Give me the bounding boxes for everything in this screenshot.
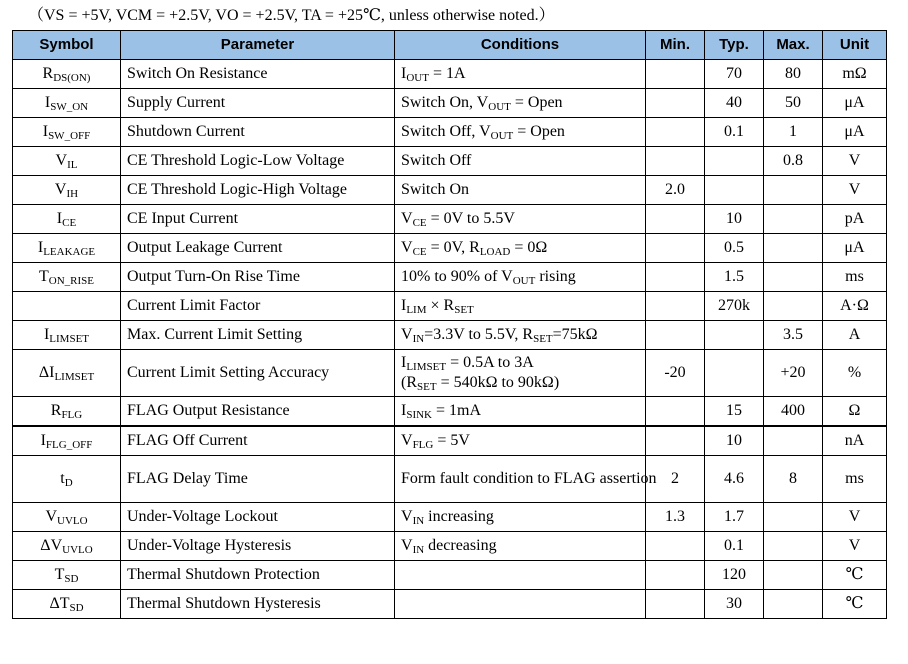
condition-text: Switch On <box>401 181 469 198</box>
condition-subscript: IN <box>412 544 425 556</box>
cell-max <box>764 561 823 590</box>
cell-symbol <box>13 503 121 532</box>
condition-text: I <box>401 402 407 419</box>
cell-conditions <box>395 350 646 397</box>
cell-min: 2 <box>646 456 705 503</box>
condition-text: Switch On, V <box>401 94 489 111</box>
cell-conditions <box>395 397 646 427</box>
table-row <box>13 426 887 456</box>
cell-max: 8 <box>764 456 823 503</box>
condition-text: I <box>401 354 407 371</box>
table-row <box>13 321 887 350</box>
test-conditions-note: （VS = +5V, VCM = +2.5V, VO = +2.5V, TA = +25℃, unless otherwise noted.） <box>28 7 555 24</box>
cell-max <box>764 205 823 234</box>
condition-text: increasing <box>424 508 494 525</box>
condition-subscript: OUT <box>406 72 429 84</box>
cell-min <box>646 263 705 292</box>
cell-max <box>764 234 823 263</box>
cell-unit: ℃ <box>823 561 887 590</box>
cell-symbol <box>13 397 121 427</box>
symbol-subscript: ON_RISE <box>48 275 94 287</box>
cell-min: -20 <box>646 350 705 397</box>
cell-typ <box>705 147 764 176</box>
cell-parameter: Output Turn-On Rise Time <box>121 263 395 292</box>
cell-max <box>764 532 823 561</box>
symbol-base: I <box>40 432 46 449</box>
cell-symbol <box>13 350 121 397</box>
cell-typ: 30 <box>705 590 764 619</box>
symbol-base: I <box>42 123 49 140</box>
cell-min <box>646 292 705 321</box>
cell-typ: 120 <box>705 561 764 590</box>
condition-text: =3.3V to 5.5V, R <box>424 326 534 343</box>
cell-unit: mΩ <box>823 60 887 89</box>
symbol-subscript: LIMSET <box>54 371 95 383</box>
cell-unit: V <box>823 503 887 532</box>
condition-text: V <box>401 508 413 525</box>
cell-symbol <box>13 426 121 456</box>
condition-text: V <box>401 239 413 256</box>
cell-parameter: FLAG Delay Time <box>121 456 395 503</box>
condition-subscript: CE <box>412 246 427 258</box>
cell-conditions <box>395 147 646 176</box>
symbol-base: t <box>60 470 65 487</box>
condition-subscript: LIMSET <box>406 361 447 373</box>
cell-unit: % <box>823 350 887 397</box>
cell-conditions <box>395 321 646 350</box>
cell-symbol <box>13 118 121 147</box>
cell-conditions <box>395 205 646 234</box>
condition-text: V <box>401 326 413 343</box>
table-row <box>13 118 887 147</box>
symbol-subscript: UVLO <box>57 515 88 527</box>
cell-conditions <box>395 89 646 118</box>
cell-min <box>646 89 705 118</box>
cell-conditions <box>395 532 646 561</box>
condition-text: V <box>401 537 413 554</box>
condition-text: =75kΩ <box>552 326 598 343</box>
header-max: Max. <box>764 31 823 60</box>
header-symbol: Symbol <box>13 31 121 60</box>
condition-subscript: LOAD <box>479 246 511 258</box>
cell-unit: A·Ω <box>823 292 887 321</box>
condition-subscript: OUT <box>490 130 514 142</box>
cell-conditions <box>395 426 646 456</box>
cell-symbol <box>13 456 121 503</box>
table-row <box>13 456 887 503</box>
symbol-base: I <box>43 326 50 343</box>
cell-typ: 0.1 <box>705 532 764 561</box>
table-row <box>13 532 887 561</box>
cell-unit: μA <box>823 89 887 118</box>
cell-max <box>764 292 823 321</box>
cell-symbol <box>13 561 121 590</box>
cell-conditions <box>395 234 646 263</box>
cell-parameter: Thermal Shutdown Hysteresis <box>121 590 395 619</box>
condition-subscript: OUT <box>512 275 536 287</box>
header-unit: Unit <box>823 31 887 60</box>
cell-symbol <box>13 532 121 561</box>
cell-unit: nA <box>823 426 887 456</box>
symbol-base: I <box>44 94 51 111</box>
header-min: Min. <box>646 31 705 60</box>
cell-parameter: Switch On Resistance <box>121 60 395 89</box>
cell-conditions <box>395 456 657 503</box>
symbol-subscript: FLG_OFF <box>45 439 93 451</box>
cell-symbol <box>13 321 121 350</box>
cell-typ: 10 <box>705 205 764 234</box>
symbol-subscript: DS(ON) <box>53 72 91 84</box>
cell-typ: 0.1 <box>705 118 764 147</box>
cell-min <box>646 118 705 147</box>
condition-text: Form fault condition to FLAG assertion <box>401 470 657 487</box>
cell-parameter: Current Limit Setting Accuracy <box>121 350 395 397</box>
condition-text: = 1A <box>428 65 466 82</box>
table-row <box>13 350 887 397</box>
cell-parameter: Current Limit Factor <box>121 292 395 321</box>
table-row <box>13 60 887 89</box>
table-row <box>13 89 887 118</box>
cell-symbol <box>13 263 121 292</box>
cell-typ: 70 <box>705 60 764 89</box>
condition-text: = Open <box>513 123 565 140</box>
header-typ: Typ. <box>705 31 764 60</box>
condition-text: I <box>401 297 407 314</box>
cell-unit: V <box>823 532 887 561</box>
cell-typ: 4.6 <box>705 456 764 503</box>
cell-symbol <box>13 234 121 263</box>
symbol-base: ΔT <box>49 595 70 612</box>
symbol-base: V <box>45 508 57 525</box>
condition-subscript: SET <box>417 381 437 393</box>
cell-typ <box>705 350 764 397</box>
cell-typ: 1.5 <box>705 263 764 292</box>
cell-conditions <box>395 590 646 619</box>
condition-subscript: FLG <box>412 439 434 451</box>
table-row <box>13 503 887 532</box>
symbol-base: T <box>54 566 65 583</box>
cell-max <box>764 590 823 619</box>
condition-text: V <box>401 210 413 227</box>
symbol-subscript: FLG <box>61 409 83 421</box>
cell-conditions <box>395 60 646 89</box>
cell-parameter: Max. Current Limit Setting <box>121 321 395 350</box>
table-row <box>13 263 887 292</box>
cell-min <box>646 532 705 561</box>
symbol-subscript: SW_OFF <box>48 130 91 142</box>
electrical-characteristics-table <box>12 30 887 619</box>
cell-symbol <box>13 176 121 205</box>
table-row <box>13 234 887 263</box>
condition-text: Switch Off <box>401 152 472 169</box>
condition-text: Switch Off, V <box>401 123 491 140</box>
cell-max <box>764 176 823 205</box>
cell-max: +20 <box>764 350 823 397</box>
symbol-base: ΔI <box>38 364 55 381</box>
cell-parameter: Shutdown Current <box>121 118 395 147</box>
cell-min <box>646 147 705 176</box>
table-body <box>13 60 887 619</box>
cell-unit: A <box>823 321 887 350</box>
cell-min <box>646 60 705 89</box>
cell-parameter: Under-Voltage Lockout <box>121 503 395 532</box>
cell-unit: ℃ <box>823 590 887 619</box>
table-header-row <box>13 31 887 60</box>
condition-text: = 5V <box>433 432 470 449</box>
cell-parameter: FLAG Off Current <box>121 426 395 456</box>
cell-parameter: CE Threshold Logic-High Voltage <box>121 176 395 205</box>
table-row <box>13 205 887 234</box>
cell-parameter: CE Input Current <box>121 205 395 234</box>
symbol-subscript: LEAKAGE <box>43 246 96 258</box>
cell-min: 1.3 <box>646 503 705 532</box>
symbol-subscript: IL <box>67 159 78 171</box>
cell-symbol <box>13 89 121 118</box>
condition-text: rising <box>535 268 576 285</box>
condition-text: (R <box>401 374 417 391</box>
cell-min <box>646 561 705 590</box>
cell-max: 0.8 <box>764 147 823 176</box>
cell-max: 400 <box>764 397 823 427</box>
cell-max: 1 <box>764 118 823 147</box>
condition-text: 10% to 90% of V <box>401 268 513 285</box>
cell-min <box>646 397 705 427</box>
condition-subscript: CE <box>412 217 427 229</box>
cell-parameter: FLAG Output Resistance <box>121 397 395 427</box>
condition-subscript: LIM <box>406 304 427 316</box>
cell-unit: V <box>823 147 887 176</box>
condition-text: decreasing <box>424 537 497 554</box>
cell-parameter: CE Threshold Logic-Low Voltage <box>121 147 395 176</box>
cell-unit: μA <box>823 118 887 147</box>
cell-symbol <box>13 292 121 321</box>
cell-typ: 270k <box>705 292 764 321</box>
cell-typ <box>705 321 764 350</box>
condition-subscript: SINK <box>406 409 432 421</box>
symbol-base: V <box>54 181 67 198</box>
cell-parameter: Thermal Shutdown Protection <box>121 561 395 590</box>
symbol-subscript: SD <box>69 602 84 614</box>
cell-max <box>764 503 823 532</box>
symbol-base: T <box>38 268 49 285</box>
cell-min: 2.0 <box>646 176 705 205</box>
symbol-base: I <box>56 210 63 227</box>
cell-max <box>764 426 823 456</box>
symbol-subscript: IH <box>66 188 79 200</box>
symbol-base: ΔV <box>40 537 63 554</box>
cell-conditions <box>395 118 646 147</box>
condition-subscript: OUT <box>488 101 511 113</box>
symbol-subscript: SW_ON <box>50 101 89 113</box>
condition-text: = 0Ω <box>510 239 548 256</box>
condition-subscript: SET <box>533 333 553 345</box>
symbol-base: R <box>50 402 62 419</box>
cell-unit: μA <box>823 234 887 263</box>
cell-parameter: Under-Voltage Hysteresis <box>121 532 395 561</box>
cell-unit: ms <box>823 456 887 503</box>
symbol-subscript: D <box>64 477 73 489</box>
table-row <box>13 176 887 205</box>
condition-text: = 0V, R <box>426 239 480 256</box>
symbol-base: I <box>37 239 44 256</box>
cell-conditions <box>395 263 646 292</box>
symbol-subscript: LIMSET <box>49 333 90 345</box>
cell-max: 80 <box>764 60 823 89</box>
symbol-subscript: CE <box>62 217 77 229</box>
cell-symbol <box>13 147 121 176</box>
condition-text: = 540kΩ to 90kΩ) <box>436 374 560 391</box>
cell-unit: Ω <box>823 397 887 427</box>
cell-min <box>646 426 705 456</box>
cell-typ: 0.5 <box>705 234 764 263</box>
cell-symbol <box>13 60 121 89</box>
cell-unit: V <box>823 176 887 205</box>
cell-min <box>646 590 705 619</box>
condition-text: I <box>401 65 407 82</box>
condition-subscript: IN <box>412 333 425 345</box>
cell-symbol <box>13 590 121 619</box>
table-row <box>13 147 887 176</box>
header-parameter: Parameter <box>121 31 395 60</box>
cell-conditions <box>395 176 646 205</box>
cell-min <box>646 234 705 263</box>
cell-unit: pA <box>823 205 887 234</box>
cell-symbol <box>13 205 121 234</box>
symbol-subscript: SD <box>64 573 79 585</box>
cell-typ: 10 <box>705 426 764 456</box>
condition-text: = 1mA <box>432 402 482 419</box>
cell-typ: 40 <box>705 89 764 118</box>
cell-typ: 1.7 <box>705 503 764 532</box>
cell-parameter: Output Leakage Current <box>121 234 395 263</box>
cell-min <box>646 321 705 350</box>
cell-max: 50 <box>764 89 823 118</box>
table-row <box>13 292 887 321</box>
table-row <box>13 397 887 427</box>
symbol-base: V <box>55 152 68 169</box>
cell-typ <box>705 176 764 205</box>
condition-text: = Open <box>510 94 563 111</box>
header-conditions: Conditions <box>395 31 646 60</box>
table-row <box>13 590 887 619</box>
condition-text: V <box>401 432 413 449</box>
cell-max <box>764 263 823 292</box>
symbol-subscript: UVLO <box>62 544 93 556</box>
cell-max: 3.5 <box>764 321 823 350</box>
table-row <box>13 561 887 590</box>
cell-conditions <box>395 561 646 590</box>
cell-typ: 15 <box>705 397 764 427</box>
condition-text: = 0V to 5.5V <box>426 210 515 227</box>
cell-parameter: Supply Current <box>121 89 395 118</box>
cell-conditions <box>395 503 646 532</box>
symbol-base: R <box>42 65 54 82</box>
condition-text: = 0.5A to 3A <box>446 354 534 371</box>
cell-unit: ms <box>823 263 887 292</box>
condition-subscript: IN <box>412 515 425 527</box>
cell-conditions <box>395 292 646 321</box>
cell-min <box>646 205 705 234</box>
condition-text: × R <box>426 297 455 314</box>
condition-subscript: SET <box>454 304 474 316</box>
